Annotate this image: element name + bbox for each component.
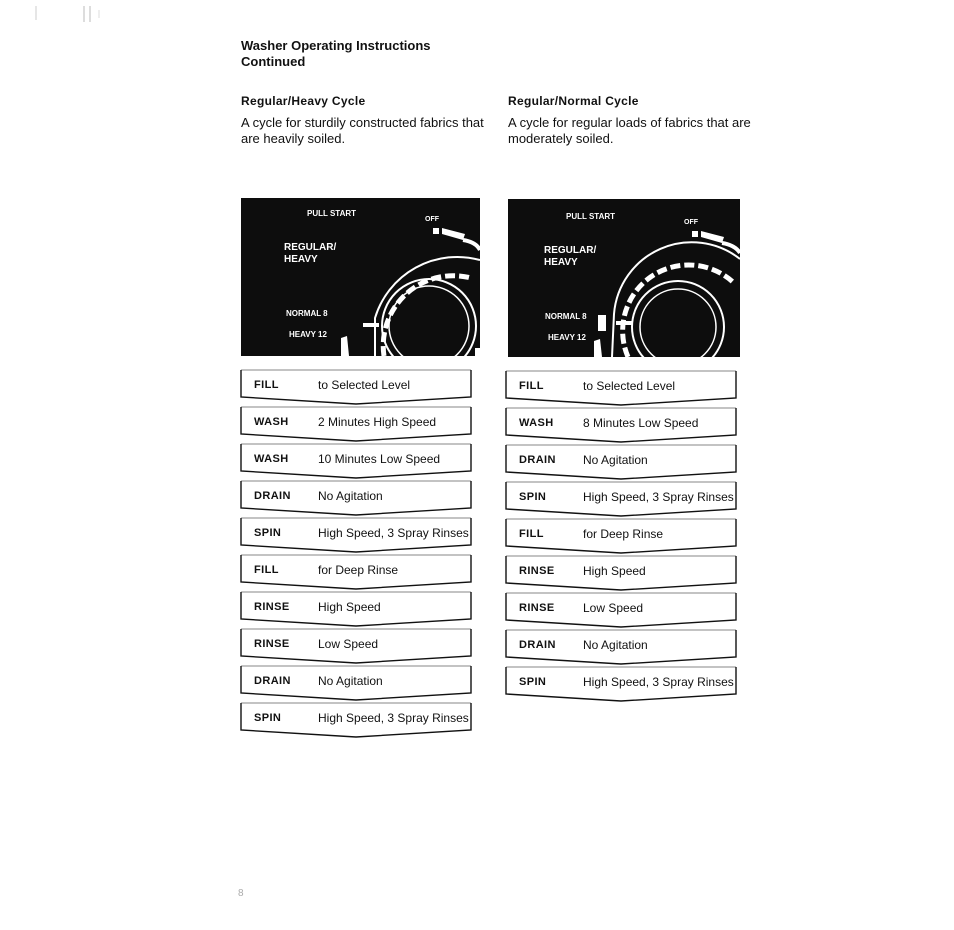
cycle-step [240, 517, 480, 554]
step-detail: High Speed, 3 Spray Rinses [583, 490, 734, 504]
pull-start-label: PULL START [566, 212, 616, 221]
step-detail: for Deep Rinse [318, 563, 399, 577]
step-detail: High Speed [318, 600, 381, 614]
pull-start-label: PULL START [307, 209, 357, 218]
step-detail: High Speed, 3 Spray Rinses [318, 711, 469, 725]
step-label: SPIN [254, 527, 282, 539]
cycle-step [505, 518, 740, 555]
page-heading [241, 38, 431, 70]
step-detail: High Speed, 3 Spray Rinses [318, 526, 469, 540]
cycle-step [240, 406, 480, 443]
step-list-left [240, 369, 480, 739]
step-label: SPIN [254, 712, 282, 724]
step-label: SPIN [519, 676, 547, 688]
cycle-label-line2: HEAVY [284, 254, 318, 265]
cycle-description: A cycle for regular loads of fabrics that are moderately soiled. [508, 115, 751, 146]
regular-normal-section [508, 94, 758, 147]
cycle-title: Regular/Heavy Cycle [241, 94, 366, 108]
step-detail: No Agitation [318, 489, 383, 503]
step-detail: 2 Minutes High Speed [318, 415, 437, 429]
step-detail: 8 Minutes Low Speed [583, 416, 699, 430]
scan-marks [8, 4, 108, 24]
step-label: WASH [254, 453, 289, 465]
off-label: OFF [425, 216, 439, 223]
step-label: FILL [254, 379, 279, 391]
step-detail: to Selected Level [318, 378, 411, 392]
normal-label: NORMAL 8 [545, 312, 587, 321]
step-label: DRAIN [519, 454, 556, 466]
heavy-label: HEAVY 12 [289, 330, 327, 339]
cycle-step [240, 480, 480, 517]
step-detail: High Speed [583, 564, 646, 578]
cycle-step [505, 555, 740, 592]
heading-title: Washer Operating Instructions [241, 38, 431, 53]
cycle-step [240, 628, 480, 665]
cycle-step [505, 592, 740, 629]
step-detail: Low Speed [583, 601, 644, 615]
cycle-step [505, 370, 740, 407]
cycle-step [240, 443, 480, 480]
step-detail: No Agitation [583, 638, 648, 652]
cycle-step [505, 629, 740, 666]
step-label: FILL [519, 528, 544, 540]
page-number: 8 [238, 888, 244, 899]
cycle-step [240, 665, 480, 702]
step-label: FILL [254, 564, 279, 576]
step-label: WASH [254, 416, 289, 428]
regular-heavy-section [241, 94, 491, 147]
step-detail: No Agitation [318, 674, 383, 688]
step-detail: No Agitation [583, 453, 648, 467]
step-detail: for Deep Rinse [583, 527, 664, 541]
cycle-step [240, 591, 480, 628]
step-detail: to Selected Level [583, 379, 676, 393]
dial-panel-right [508, 199, 740, 357]
normal-label: NORMAL 8 [286, 309, 328, 318]
cycle-step [505, 481, 740, 518]
step-label: RINSE [254, 638, 290, 650]
cycle-step [505, 666, 740, 703]
heading-subtitle: Continued [241, 54, 306, 69]
cycle-step [240, 702, 480, 739]
step-detail: Low Speed [318, 637, 379, 651]
step-detail: 10 Minutes Low Speed [318, 452, 441, 466]
step-label: RINSE [519, 602, 555, 614]
step-label: FILL [519, 380, 544, 392]
step-label: SPIN [519, 491, 547, 503]
step-list-right [505, 370, 740, 703]
step-detail: High Speed, 3 Spray Rinses [583, 675, 734, 689]
dial-illustration [241, 198, 480, 356]
step-label: DRAIN [519, 639, 556, 651]
cycle-step [505, 444, 740, 481]
dial-panel-left [241, 198, 480, 356]
step-label: RINSE [519, 565, 555, 577]
cycle-label-line1: REGULAR/ [284, 242, 337, 253]
cycle-description: A cycle for sturdily constructed fabrics that are heavily soiled. [241, 115, 484, 146]
cycle-step [240, 554, 480, 591]
step-label: RINSE [254, 601, 290, 613]
dial-illustration [508, 199, 740, 357]
cycle-title: Regular/Normal Cycle [508, 94, 639, 108]
off-label: OFF [684, 219, 698, 226]
cycle-label-line1: REGULAR/ [544, 245, 597, 256]
cycle-step [505, 407, 740, 444]
heavy-label: HEAVY 12 [548, 333, 586, 342]
step-label: DRAIN [254, 675, 291, 687]
cycle-step [240, 369, 480, 406]
step-label: DRAIN [254, 490, 291, 502]
cycle-label-line2: HEAVY [544, 257, 578, 268]
step-label: WASH [519, 417, 554, 429]
